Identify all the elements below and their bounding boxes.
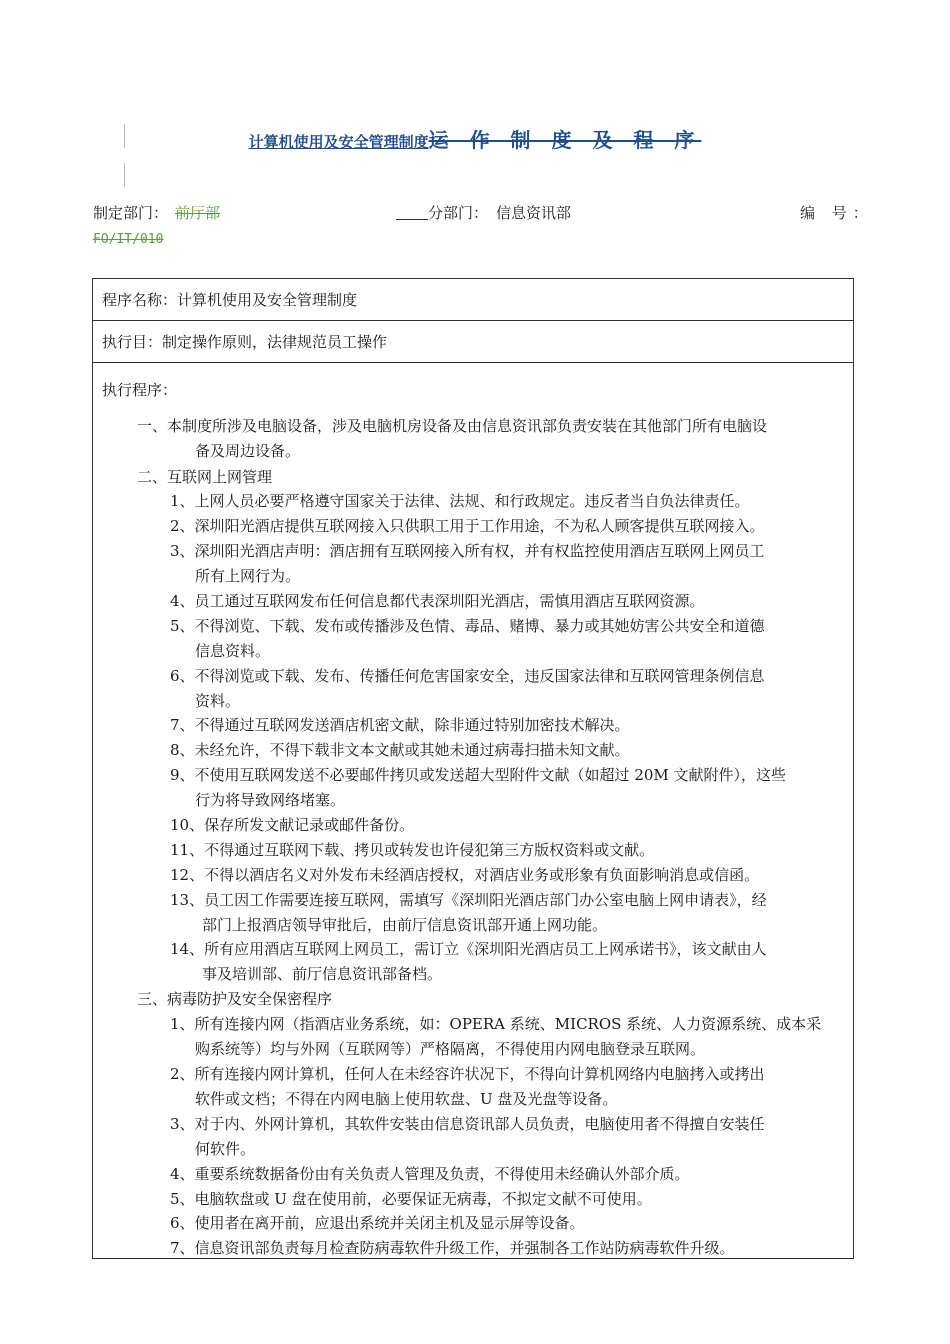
list-item-cont: 行为将导致网络堵塞。: [195, 791, 346, 809]
code-label: 编 号：: [800, 204, 874, 222]
list-item: 2、深圳阳光酒店提供互联网接入只供职工用于工作用途，不为私人顾客提供互联网接入。: [170, 517, 765, 535]
list-item-cont: 软件或文档；不得在内网电脑上使用软盘、U 盘及光盘等设备。: [195, 1090, 618, 1108]
blank-underline: [396, 202, 428, 220]
list-item: 4、重要系统数据备份由有关负责人管理及负责，不得使用未经确认外部介质。: [170, 1165, 690, 1183]
section-1-line: 备及周边设备。: [195, 442, 301, 460]
list-item: 5、电脑软盘或 U 盘在使用前，必要保证无病毒，不拟定文献不可使用。: [170, 1190, 652, 1208]
list-item: 1、所有连接内网（指酒店业务系统，如：OPERA 系统、MICROS 系统、人力资源系统、成本采: [170, 1015, 822, 1033]
list-item-cont: 事及培训部、前厅信息资讯部备档。: [202, 965, 443, 983]
title-main: 计算机使用及安全管理制度: [248, 133, 429, 151]
margin-marker: [124, 163, 125, 187]
section-3-title: 三、病毒防护及安全保密程序: [137, 990, 333, 1008]
program-name: 程序名称：计算机使用及安全管理制度: [102, 291, 358, 309]
list-item-cont: 资料。: [195, 692, 241, 710]
sub-dept-value: 信息资讯部: [496, 204, 572, 222]
list-item: 6、使用者在离开前，应退出系统并关闭主机及显示屏等设备。: [170, 1214, 585, 1232]
list-item-cont: 信息资料。: [195, 642, 271, 660]
list-item: 10、保存所发文献记录或邮件备份。: [170, 816, 415, 834]
list-item-cont: 所有上网行为。: [195, 567, 301, 585]
list-item: 6、不得浏览或下载、发布、传播任何危害国家安全，违反国家法律和互联网管理条例信息: [170, 667, 765, 685]
title-suffix: 运 作 制 度 及 程 序: [428, 128, 702, 152]
section-2-title: 二、互联网上网管理: [137, 468, 273, 486]
list-item: 2、所有连接内网计算机，任何人在未经容许状况下，不得向计算机网络内电脑拷入或拷出: [170, 1065, 765, 1083]
list-item: 12、不得以酒店名义对外发布未经酒店授权，对酒店业务或形象有负面影响消息或信函。: [170, 866, 760, 884]
list-item-cont: 购系统等）均与外网（互联网等）严格隔离，不得使用内网电脑登录互联网。: [195, 1040, 706, 1058]
list-item-cont: 何软件。: [195, 1140, 256, 1158]
procedure-label: 执行程序：: [102, 381, 178, 399]
procedure-table: [92, 278, 854, 1259]
list-item: 11、不得通过互联网下载、拷贝或转发也许侵犯第三方版权资料或文献。: [170, 841, 655, 859]
list-item: 9、不使用互联网发送不必要邮件拷贝或发送超大型附件文献（如超过 20M 文献附件），这些: [170, 766, 787, 784]
purpose: 执行目：制定操作原则，法律规范员工操作: [102, 333, 388, 351]
dept-value: 前厅部: [175, 204, 221, 222]
list-item: 3、深圳阳光酒店声明：酒店拥有互联网接入所有权，并有权监控使用酒店互联网上网员工: [170, 542, 765, 560]
list-item: 3、对于内、外网计算机，其软件安装由信息资讯部人员负责，电脑使用者不得擅自安装任: [170, 1115, 765, 1133]
list-item: 5、不得浏览、下载、发布或传播涉及色情、毒品、赌博、暴力或其她妨害公共安全和道德: [170, 617, 765, 635]
purpose-row: [93, 321, 853, 363]
list-item: 1、上网人员必要严格遵守国家关于法律、法规、和行政规定。违反者当自负法律责任。: [170, 492, 750, 510]
dept-label: 制定部门：: [93, 204, 169, 222]
list-item: 4、员工通过互联网发布任何信息都代表深圳阳光酒店，需慎用酒店互联网资源。: [170, 592, 705, 610]
list-item: 8、未经允许，不得下载非文本文献或其她未通过病毒扫描未知文献。: [170, 741, 630, 759]
list-item: 7、信息资讯部负责每月检查防病毒软件升级工作，并强制各工作站防病毒软件升级。: [170, 1239, 735, 1257]
document-title: [0, 124, 950, 153]
list-item: 13、员工因工作需要连接互联网，需填写《深圳阳光酒店部门办公室电脑上网申请表》，经: [170, 891, 767, 909]
list-item: 7、不得通过互联网发送酒店机密文献，除非通过特别加密技术解决。: [170, 716, 630, 734]
list-item-cont: 部门上报酒店领导审批后，由前厅信息资讯部开通上网功能。: [202, 916, 608, 934]
code-value: FO/IT/010: [93, 232, 164, 247]
list-item: 14、所有应用酒店互联网上网员工，需订立《深圳阳光酒店员工上网承诺书》，该文献由人: [170, 940, 767, 958]
section-1-line: 一、本制度所涉及电脑设备，涉及电脑机房设备及由信息资讯部负责安装在其他部门所有电脑设: [137, 417, 768, 435]
program-name-row: [93, 279, 853, 321]
sub-dept-label: 分部门：: [428, 204, 489, 222]
meta-line: [93, 202, 874, 224]
